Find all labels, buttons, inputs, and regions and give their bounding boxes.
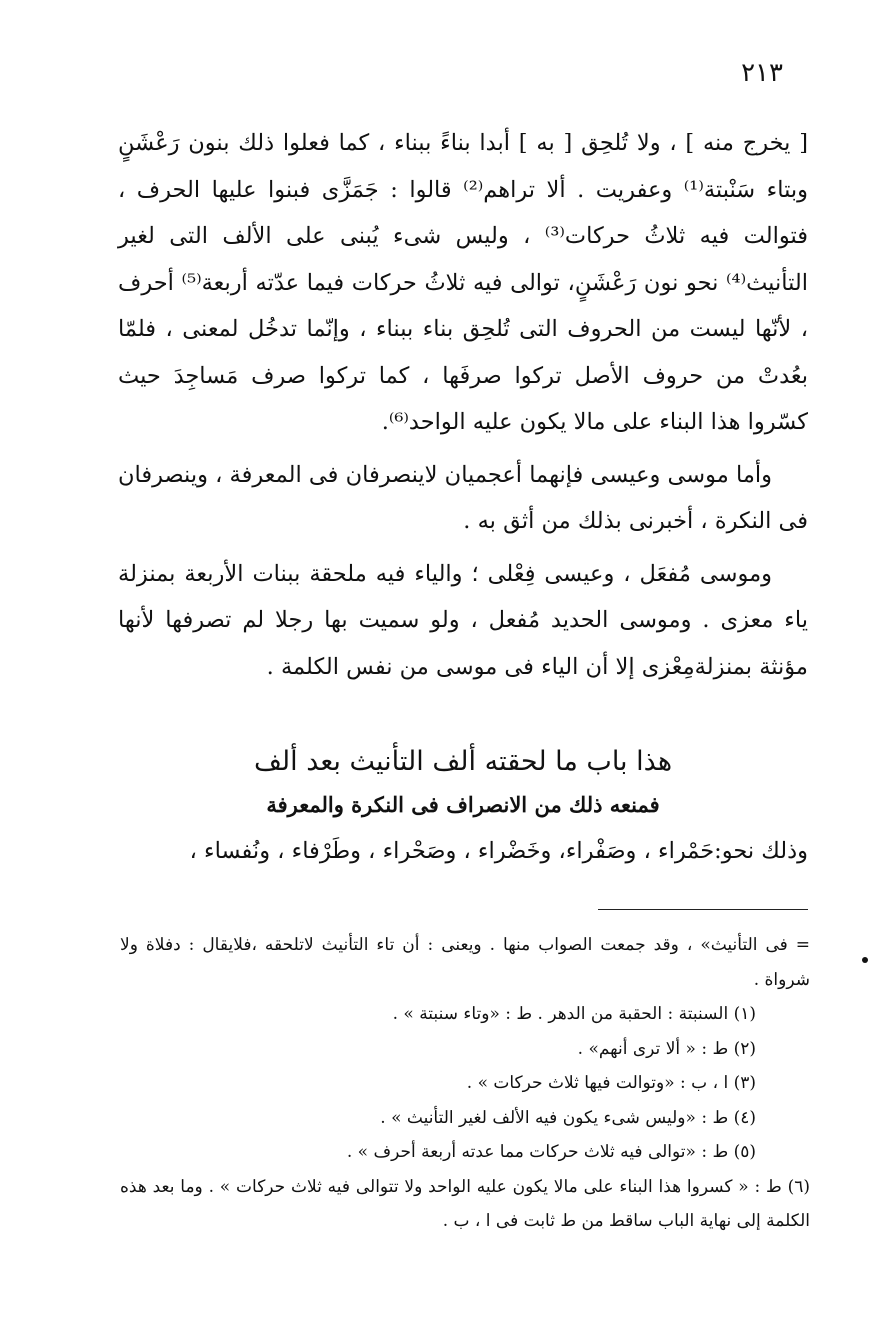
chapter-title: هذا باب ما لحقته ألف التأنيث بعد ألف <box>253 746 673 777</box>
margin-dot <box>862 957 868 963</box>
footnote-continuation: = فى التأنيث» ، وقد جمعت الصواب منها . ويعنى : أن تاء التأنيث لاتلحقه ،فلايقال : دفلاة ولا شرواة . <box>120 935 810 990</box>
chapter-heading <box>118 740 808 826</box>
footnote-1: (١) السنبتة : الحقبة من الدهر . ط : «وتاء سنبتة » . <box>392 1004 756 1024</box>
chapter-first-line: وذلك نحو:حَمْراء ، وصَفْراء، وخَضْراء ، وصَحْراء ، وطَرْفاء ، ونُفساء ، <box>189 838 808 864</box>
footnote-4: (٤) ط : «وليس شىء يكون فيه الألف لغير التأنيث » . <box>380 1107 756 1128</box>
footnotes <box>120 928 810 1239</box>
footnote-divider <box>598 909 808 910</box>
paragraph-2: وأما موسى وعيسى فإنهما أعجميان لاينصرفان فى المعرفة ، وينصرفان فى النكرة ، أخبرنى بذلك من أثق به . <box>118 461 808 534</box>
main-text-body <box>118 120 808 690</box>
page-number: ٢١٣ <box>741 58 783 88</box>
chapter-subtitle: فمنعه ذلك من الانصراف فى النكرة والمعرفة <box>266 792 660 817</box>
paragraph-3: وموسى مُفعَل ، وعيسى فِعْلى ؛ والياء فيه ملحقة ببنات الأربعة بمنزلة ياء معزى . وموسى الحديد مُفعل ، ولو سميت بها رجلا لم تصرفها لأنها مؤنثة بمنزلةمِعْزى إلا أن الياء فى موسى من نفس الكلمة . <box>118 560 808 680</box>
footnote-2: (٢) ط : « ألا ترى أنهم» . <box>577 1038 756 1059</box>
footnote-3: (٣) ا ، ب : «وتوالت فيها ثلاث حركات » . <box>466 1073 756 1093</box>
footnote-5: (٥) ط : «توالى فيه ثلاث حركات مما عدته أربعة أحرف » . <box>346 1142 756 1162</box>
footnote-6: (٦) ط : « كسروا هذا البناء على مالا يكون عليه الواحد ولا تتوالى فيه ثلاث حركات » . وما بعد هذه الكلمة إلى نهاية الباب ساقط من ط ثابت فى ا ، ب . <box>120 1176 810 1231</box>
paragraph-1: [ يخرج منه ] ، ولا تُلحِق [ به ] أبدا بناءً ببناء ، كما فعلوا ذلك بنون رَعْشَنٍ وبتاء سَنْبتة⁽¹⁾ وعفريت . ألا تراهم⁽²⁾ قالوا : جَمَزَّى فبنوا عليها الحرف ، فتوالت فيه ثلاثُ حركات⁽³⁾ ، وليس شىء يُبنى على الألف التى لغير التأنيث⁽⁴⁾ نحو نون رَعْشَنٍ، توالى فيه ثلاثُ حركات فيما عدّته أربعة⁽⁵⁾ أحرف ، لأنّها ليست من الحروف التى تُلحِق بناء ببناء ، وإنّما تدخُل لمعنى ، فلمّا بعُدتْ من حروف الأصل تركوا صرفَها ، كما تركوا صرف مَساجِدَ حيث كسّروا هذا البناء على مالا يكون عليه الواحد⁽⁶⁾. <box>118 130 809 435</box>
